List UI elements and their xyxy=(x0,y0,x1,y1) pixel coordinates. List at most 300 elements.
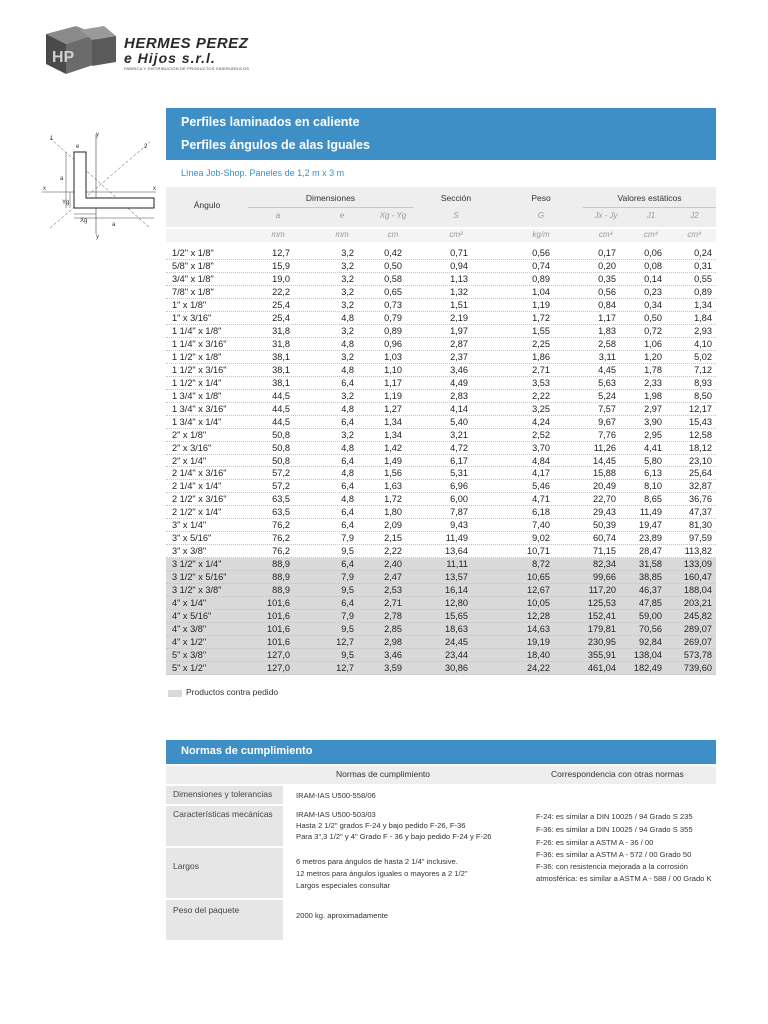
jx-cell: 20,49 xyxy=(593,481,616,492)
g-cell: 4,24 xyxy=(532,416,550,427)
jx-cell: 15,88 xyxy=(593,468,616,479)
e-cell: 6,4 xyxy=(341,520,354,531)
table-row xyxy=(166,338,716,351)
angle-cell: 1 1/4" x 3/16" xyxy=(172,338,227,349)
angle-cell: 3" x 1/4" xyxy=(172,520,207,531)
table-row xyxy=(166,623,716,636)
j1-cell: 47,85 xyxy=(639,598,662,609)
table-row xyxy=(166,260,716,273)
jx-cell: 11,26 xyxy=(593,442,616,453)
a-cell: 44,5 xyxy=(272,390,290,401)
xg-cell: 0,65 xyxy=(384,286,402,297)
normas-corr-line-2: F-36: es similar a DIN 10025 / 94 Grado S 355 xyxy=(536,825,693,834)
a-cell: 63,5 xyxy=(272,494,290,505)
g-cell: 10,71 xyxy=(527,546,550,557)
a-cell: 63,5 xyxy=(272,507,290,518)
j2-cell: 18,12 xyxy=(689,442,712,453)
table-row xyxy=(166,364,716,377)
col-peso-header: Peso xyxy=(531,193,551,203)
a-cell: 101,6 xyxy=(267,624,290,635)
j1-cell: 0,34 xyxy=(644,299,662,310)
s-cell: 6,17 xyxy=(450,455,468,466)
diagram-y-bottom: y xyxy=(96,234,99,240)
j2-cell: 12,58 xyxy=(689,429,712,440)
a-cell: 101,6 xyxy=(267,611,290,622)
j2-cell: 97,59 xyxy=(689,533,712,544)
s-cell: 4,72 xyxy=(450,442,468,453)
e-cell: 6,4 xyxy=(341,598,354,609)
xg-cell: 1,19 xyxy=(384,390,402,401)
table-row xyxy=(166,610,716,623)
table-row xyxy=(166,286,716,299)
j1-cell: 38,85 xyxy=(639,572,662,583)
xg-cell: 1,27 xyxy=(384,403,402,414)
sym-g: G xyxy=(537,211,545,220)
company-name xyxy=(124,36,249,71)
a-cell: 31,8 xyxy=(272,338,290,349)
e-cell: 4,8 xyxy=(341,338,354,349)
jx-cell: 0,35 xyxy=(598,273,616,284)
j2-cell: 2,93 xyxy=(694,325,712,336)
xg-cell: 1,72 xyxy=(384,494,402,505)
e-cell: 3,2 xyxy=(341,390,354,401)
normas-corr-line-5: F-36: con resistencia mejorada a la corrosión xyxy=(536,862,688,871)
g-cell: 4,17 xyxy=(532,468,550,479)
e-cell: 4,8 xyxy=(341,468,354,479)
a-cell: 44,5 xyxy=(272,403,290,414)
jx-cell: 125,53 xyxy=(587,598,616,609)
a-cell: 88,9 xyxy=(272,585,290,596)
table-row xyxy=(166,377,716,390)
e-cell: 9,5 xyxy=(341,650,354,661)
e-cell: 4,8 xyxy=(341,494,354,505)
table-row xyxy=(166,403,716,416)
g-cell: 1,86 xyxy=(532,351,550,362)
jx-cell: 0,84 xyxy=(598,299,616,310)
normas-title: Normas de cumplimiento xyxy=(181,745,313,757)
table-row xyxy=(166,299,716,312)
s-cell: 2,37 xyxy=(450,351,468,362)
a-cell: 101,6 xyxy=(267,598,290,609)
s-cell: 1,13 xyxy=(450,273,468,284)
normas-corr-line-1: F-24: es similar a DIN 10025 / 94 Grado S 235 xyxy=(536,812,693,821)
jx-cell: 1,17 xyxy=(598,312,616,323)
a-cell: 76,2 xyxy=(272,533,290,544)
j2-cell: 36,76 xyxy=(689,494,712,505)
col-seccion-header: Sección xyxy=(440,193,472,203)
xg-cell: 2,98 xyxy=(384,637,402,648)
legend-swatch xyxy=(168,690,182,697)
xg-cell: 0,96 xyxy=(384,338,402,349)
xg-cell: 2,40 xyxy=(384,559,402,570)
table-row xyxy=(166,571,716,584)
normas-title-band xyxy=(166,740,716,764)
s-cell: 1,32 xyxy=(450,286,468,297)
angle-cell: 1" x 1/8" xyxy=(172,299,207,310)
unit-g: kg/m xyxy=(532,230,550,239)
g-cell: 10,65 xyxy=(527,572,550,583)
j2-cell: 133,09 xyxy=(683,559,712,570)
jx-cell: 29,43 xyxy=(593,507,616,518)
angle-cell: 3" x 5/16" xyxy=(172,533,212,544)
j1-cell: 0,23 xyxy=(644,286,662,297)
diagram-xg-label: Xg xyxy=(80,218,88,224)
angle-cell: 3 1/2" x 1/4" xyxy=(172,559,222,570)
a-cell: 50,8 xyxy=(272,429,290,440)
diagram-x-left: x xyxy=(43,186,46,192)
angle-cell: 7/8" x 1/8" xyxy=(172,286,214,297)
s-cell: 6,00 xyxy=(450,494,468,505)
jx-cell: 82,34 xyxy=(593,559,616,570)
angle-cell: 3 1/2" x 5/16" xyxy=(172,572,227,583)
angle-cell: 4" x 3/8" xyxy=(172,624,207,635)
s-cell: 2,83 xyxy=(450,390,468,401)
j1-cell: 8,65 xyxy=(644,494,662,505)
s-cell: 18,63 xyxy=(445,624,468,635)
a-cell: 57,2 xyxy=(272,481,290,492)
a-cell: 38,1 xyxy=(272,364,290,375)
j2-cell: 8,93 xyxy=(694,377,712,388)
e-cell: 3,2 xyxy=(341,299,354,310)
xg-cell: 1,03 xyxy=(384,351,402,362)
angle-cell: 1 1/4" x 1/8" xyxy=(172,325,222,336)
g-cell: 6,18 xyxy=(532,507,550,518)
xg-cell: 0,79 xyxy=(384,312,402,323)
jx-cell: 0,20 xyxy=(598,260,616,271)
j2-cell: 7,12 xyxy=(694,364,712,375)
xg-cell: 1,34 xyxy=(384,429,402,440)
a-cell: 127,0 xyxy=(267,663,290,673)
j1-cell: 6,13 xyxy=(644,468,662,479)
angle-profile-diagram xyxy=(40,128,160,240)
j1-cell: 2,97 xyxy=(644,403,662,414)
s-cell: 1,97 xyxy=(450,325,468,336)
jx-cell: 7,57 xyxy=(598,403,616,414)
jx-cell: 179,81 xyxy=(587,624,616,635)
sym-xg: Xg - Yg xyxy=(379,211,407,220)
section-note: Línea Job-Shop. Paneles de 1,2 m x 3 m xyxy=(181,168,345,178)
angle-cell: 2" x 3/16" xyxy=(172,442,212,453)
jx-cell: 152,41 xyxy=(587,611,616,622)
unit-j1: cm⁴ xyxy=(643,230,659,239)
angle-cell: 1 3/4" x 3/16" xyxy=(172,403,227,414)
angle-cell: 4" x 1/2" xyxy=(172,637,207,648)
a-cell: 57,2 xyxy=(272,468,290,479)
angle-cell: 2" x 1/8" xyxy=(172,429,207,440)
a-cell: 50,8 xyxy=(272,455,290,466)
e-cell: 6,4 xyxy=(341,481,354,492)
xg-cell: 2,09 xyxy=(384,520,402,531)
s-cell: 1,51 xyxy=(450,299,468,310)
jx-cell: 5,24 xyxy=(598,390,616,401)
s-cell: 9,43 xyxy=(450,520,468,531)
g-cell: 3,70 xyxy=(532,442,550,453)
g-cell: 0,74 xyxy=(532,260,550,271)
j1-cell: 59,00 xyxy=(639,611,662,622)
angle-cell: 2 1/4" x 1/4" xyxy=(172,481,222,492)
section-title: Perfiles laminados en caliente xyxy=(181,115,360,129)
s-cell: 11,11 xyxy=(446,559,468,570)
normas-corr-line-3: F-26: es similar a ASTM A - 36 / 00 xyxy=(536,838,654,847)
normas-peso-value: 2000 kg. aproximadamente xyxy=(296,911,389,920)
col-angulo-header: Ángulo xyxy=(193,200,221,210)
diagram-axis-1: 1 xyxy=(50,136,54,142)
table-row xyxy=(166,390,716,403)
j2-cell: 1,34 xyxy=(694,299,712,310)
e-cell: 12,7 xyxy=(336,637,354,648)
xg-cell: 0,42 xyxy=(384,248,402,258)
sym-j2: J2 xyxy=(690,211,699,220)
angle-cell: 1/2" x 1/8" xyxy=(172,248,214,258)
e-cell: 3,2 xyxy=(341,248,354,258)
g-cell: 12,28 xyxy=(527,611,550,622)
e-cell: 4,8 xyxy=(341,442,354,453)
j1-cell: 70,56 xyxy=(639,624,662,635)
jx-cell: 99,66 xyxy=(593,572,616,583)
table-row xyxy=(166,273,716,286)
xg-cell: 2,85 xyxy=(384,624,402,635)
angle-cell: 1 3/4" x 1/4" xyxy=(172,416,222,427)
a-cell: 12,7 xyxy=(272,248,290,258)
g-cell: 3,25 xyxy=(532,403,550,414)
j1-cell: 0,06 xyxy=(644,248,662,258)
s-cell: 3,21 xyxy=(450,429,468,440)
diagram-a-bottom: a xyxy=(112,222,116,228)
a-cell: 88,9 xyxy=(272,559,290,570)
s-cell: 23,44 xyxy=(445,650,468,661)
j1-cell: 46,37 xyxy=(639,585,662,596)
normas-largos-line-2: 12 metros para ángulos iguales o mayores a 2 1/2" xyxy=(296,869,468,878)
table-row xyxy=(166,480,716,493)
xg-cell: 2,53 xyxy=(384,585,402,596)
s-cell: 4,49 xyxy=(450,377,468,388)
j1-cell: 1,20 xyxy=(644,351,662,362)
xg-cell: 0,58 xyxy=(384,273,402,284)
g-cell: 12,67 xyxy=(527,585,550,596)
j1-cell: 0,08 xyxy=(644,260,662,271)
j1-cell: 0,72 xyxy=(644,325,662,336)
val-header-divider xyxy=(583,207,716,208)
sym-j1: J1 xyxy=(646,211,656,220)
section-subtitle: Perfiles ángulos de alas Iguales xyxy=(181,138,370,152)
j2-cell: 188,04 xyxy=(683,585,712,596)
a-cell: 88,9 xyxy=(272,572,290,583)
g-cell: 2,25 xyxy=(532,338,550,349)
table-row xyxy=(166,416,716,429)
jx-cell: 3,11 xyxy=(598,351,616,362)
j2-cell: 5,02 xyxy=(694,351,712,362)
jx-cell: 2,58 xyxy=(598,338,616,349)
j2-cell: 160,47 xyxy=(683,572,712,583)
g-cell: 1,55 xyxy=(532,325,550,336)
table-row xyxy=(166,429,716,442)
j1-cell: 0,14 xyxy=(644,273,662,284)
diagram-axis-2: 2 xyxy=(144,144,148,150)
j1-cell: 4,41 xyxy=(644,442,662,453)
angle-cell: 4" x 5/16" xyxy=(172,611,212,622)
diagram-e-label: e xyxy=(76,144,80,150)
j2-cell: 32,87 xyxy=(689,481,712,492)
xg-cell: 1,17 xyxy=(384,377,402,388)
a-cell: 19,0 xyxy=(272,273,290,284)
xg-cell: 1,10 xyxy=(384,364,402,375)
xg-cell: 1,80 xyxy=(384,507,402,518)
e-cell: 12,7 xyxy=(336,663,354,673)
e-cell: 3,2 xyxy=(341,325,354,336)
g-cell: 4,84 xyxy=(532,455,550,466)
a-cell: 31,8 xyxy=(272,325,290,336)
j2-cell: 1,84 xyxy=(694,312,712,323)
table-row xyxy=(166,506,716,519)
table-row xyxy=(166,662,716,675)
s-cell: 0,71 xyxy=(450,248,468,258)
j2-cell: 0,89 xyxy=(694,286,712,297)
angle-cell: 1" x 3/16" xyxy=(172,312,212,323)
angle-cell: 1 1/2" x 1/8" xyxy=(172,351,222,362)
xg-cell: 2,78 xyxy=(384,611,402,622)
g-cell: 0,89 xyxy=(532,273,550,284)
a-cell: 38,1 xyxy=(272,351,290,362)
table-row xyxy=(166,455,716,468)
j2-cell: 739,60 xyxy=(683,663,712,673)
normas-corr-line-6: atmosférica: es similar a ASTM A - 588 / 00 Grado K xyxy=(536,874,712,883)
e-cell: 7,9 xyxy=(341,611,354,622)
j2-cell: 0,24 xyxy=(694,248,712,258)
j2-cell: 0,31 xyxy=(694,260,712,271)
diagram-x-right: x xyxy=(153,186,156,192)
angle-cell: 5/8" x 1/8" xyxy=(172,260,214,271)
j2-cell: 47,37 xyxy=(689,507,712,518)
normas-largos-line-1: 6 metros para ángulos de hasta 2 1/4" inclusive. xyxy=(296,857,458,866)
j1-cell: 182,49 xyxy=(633,663,662,673)
angle-cell: 2" x 1/4" xyxy=(172,455,207,466)
j1-cell: 3,90 xyxy=(644,416,662,427)
normas-label-dimensiones: Dimensiones y tolerancias xyxy=(166,786,283,804)
s-cell: 16,14 xyxy=(445,585,468,596)
angle-cell: 2 1/2" x 3/16" xyxy=(172,494,227,505)
j1-cell: 5,80 xyxy=(644,455,662,466)
g-cell: 2,52 xyxy=(532,429,550,440)
j2-cell: 25,64 xyxy=(689,468,712,479)
s-cell: 6,96 xyxy=(450,481,468,492)
angle-cell: 5" x 1/2" xyxy=(172,663,207,673)
sym-jx: Jx - Jy xyxy=(594,211,618,220)
angle-cell: 3" x 3/8" xyxy=(172,546,207,557)
g-cell: 1,04 xyxy=(532,286,550,297)
j1-cell: 92,84 xyxy=(639,637,662,648)
a-cell: 25,4 xyxy=(272,312,290,323)
table-row xyxy=(166,312,716,325)
s-cell: 13,64 xyxy=(445,546,468,557)
e-cell: 6,4 xyxy=(341,559,354,570)
table-row xyxy=(166,597,716,610)
jx-cell: 461,04 xyxy=(587,663,616,673)
e-cell: 3,2 xyxy=(341,429,354,440)
jx-cell: 60,74 xyxy=(593,533,616,544)
table-row xyxy=(166,442,716,455)
e-cell: 9,5 xyxy=(341,585,354,596)
j1-cell: 2,95 xyxy=(644,429,662,440)
xg-cell: 1,49 xyxy=(384,455,402,466)
diagram-yg-label: Yg xyxy=(62,200,70,206)
e-cell: 7,9 xyxy=(341,572,354,583)
unit-xg: cm xyxy=(387,230,399,239)
table-row xyxy=(166,493,716,506)
xg-cell: 0,89 xyxy=(384,325,402,336)
e-cell: 3,2 xyxy=(341,260,354,271)
a-cell: 44,5 xyxy=(272,416,290,427)
angle-cell: 1 3/4" x 1/8" xyxy=(172,390,222,401)
g-cell: 7,40 xyxy=(532,520,550,531)
g-cell: 24,22 xyxy=(527,663,550,673)
g-cell: 9,02 xyxy=(532,533,550,544)
table-row xyxy=(166,467,716,480)
jx-cell: 50,39 xyxy=(593,520,616,531)
j2-cell: 113,82 xyxy=(684,546,712,557)
a-cell: 15,9 xyxy=(272,260,290,271)
j2-cell: 573,78 xyxy=(683,650,712,661)
a-cell: 22,2 xyxy=(272,286,290,297)
g-cell: 4,71 xyxy=(532,494,550,505)
xg-cell: 3,59 xyxy=(384,663,402,673)
xg-cell: 1,63 xyxy=(384,481,402,492)
s-cell: 13,57 xyxy=(445,572,468,583)
g-cell: 14,63 xyxy=(527,624,550,635)
s-cell: 3,46 xyxy=(450,364,468,375)
g-cell: 0,56 xyxy=(532,248,550,258)
table-row xyxy=(166,636,716,649)
xg-cell: 1,34 xyxy=(384,416,402,427)
unit-s: cm² xyxy=(449,230,463,239)
sym-a: a xyxy=(275,211,281,220)
s-cell: 30,86 xyxy=(445,663,468,673)
j1-cell: 0,50 xyxy=(644,312,662,323)
normas-col2-header: Correspondencia con otras normas xyxy=(551,769,684,779)
table-row xyxy=(166,584,716,597)
jx-cell: 7,76 xyxy=(598,429,616,440)
normas-corr-line-4: F-36: es similar a ASTM A - 572 / 00 Grado 50 xyxy=(536,850,692,859)
jx-cell: 71,15 xyxy=(593,546,616,557)
jx-cell: 0,56 xyxy=(598,286,616,297)
col-valores-header: Valores estáticos xyxy=(617,193,682,203)
jx-cell: 9,67 xyxy=(598,416,616,427)
angle-cell: 1 1/2" x 3/16" xyxy=(172,364,227,375)
s-cell: 11,49 xyxy=(445,533,468,544)
e-cell: 9,5 xyxy=(341,624,354,635)
g-cell: 18,40 xyxy=(527,650,550,661)
company-logo xyxy=(40,22,120,78)
angle-cell: 3 1/2" x 3/8" xyxy=(172,585,222,596)
unit-e: mm xyxy=(335,230,349,239)
e-cell: 7,9 xyxy=(341,533,354,544)
a-cell: 127,0 xyxy=(267,650,290,661)
legend-label: Productos contra pedido xyxy=(186,687,279,697)
xg-cell: 1,42 xyxy=(384,442,402,453)
e-cell: 3,2 xyxy=(341,286,354,297)
dim-header-divider xyxy=(248,207,413,208)
jx-cell: 4,45 xyxy=(598,364,616,375)
normas-dim-value: IRAM-IAS U500-558/06 xyxy=(296,791,376,800)
xg-cell: 0,50 xyxy=(384,260,402,271)
section-title-band xyxy=(166,108,716,160)
angle-cell: 2 1/2" x 1/4" xyxy=(172,507,222,518)
normas-largos-line-3: Largos especiales consultar xyxy=(296,881,391,890)
normas-label-peso: Peso del paquete xyxy=(166,900,283,940)
j1-cell: 8,10 xyxy=(644,481,662,492)
table-row xyxy=(166,351,716,364)
j1-cell: 2,33 xyxy=(644,377,662,388)
jx-cell: 0,17 xyxy=(598,248,616,258)
